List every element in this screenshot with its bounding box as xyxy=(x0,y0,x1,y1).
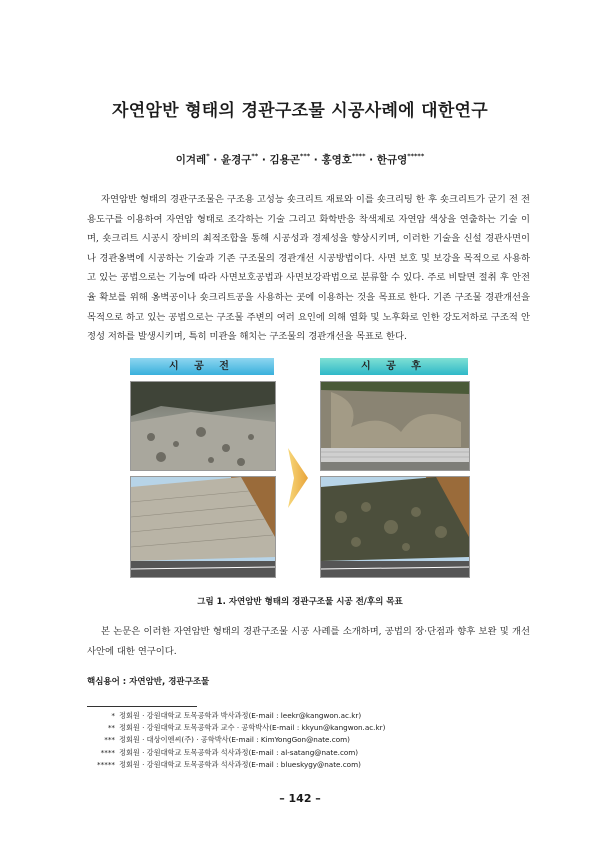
before-photo-slope xyxy=(130,381,276,471)
author: 홍영호**** · xyxy=(321,152,377,166)
author: 이겨레* · xyxy=(175,152,221,166)
abstract xyxy=(87,190,530,347)
author: 한규영***** xyxy=(376,152,425,166)
footnote: ***** 정회원 · 강원대학교 토목공학과 석사과정(E-mail : blueskygy@nate.com) xyxy=(97,759,361,769)
footnotes xyxy=(70,710,385,771)
transition-arrow-icon xyxy=(288,448,308,508)
after-photo-slope xyxy=(320,381,470,471)
page-number: – 142 – xyxy=(279,792,321,805)
keywords: 핵심용어 : 자연암반, 경관구조물 xyxy=(87,677,210,687)
figure-1 xyxy=(130,358,470,580)
before-photo-wall xyxy=(130,476,276,578)
footnote: *** 정회원 · 대상이엔씨(주) · 공학박사(E-mail : KimYongGon@nate.com) xyxy=(104,735,350,745)
author: 윤경구** · xyxy=(220,152,270,166)
body-paragraph: 본 논문은 이러한 자연암반 형태의 경관구조물 시공 사례를 소개하며, 공법의 장·단점과 향후 보완 및 개선 사안에 대한 연구이다. xyxy=(87,626,530,657)
before-construction-label: 시 공 전 xyxy=(130,358,274,375)
footnote: ** 정회원 · 강원대학교 토목공학과 교수 · 공학박사(E-mail : kkyun@kangwon.ac.kr) xyxy=(107,723,386,733)
footnote: **** 정회원 · 강원대학교 토목공학과 석사과정(E-mail : al-satang@nate.com) xyxy=(100,747,359,757)
abstract-paragraph: 자연암반 형태의 경관구조물은 구조용 고성능 숏크리트 재료와 이를 숏크리팅 한 후 숏크리트가 굳기 전 전용도구를 이용하여 자연암 형태로 조각하는 기술 그리고 화학반응 착색제로 자연암 색상을 연출하는 기술 이며, 숏크리트 시공시 장비의 최적조합을 통해 시공성과 경제성을 향상시키며, 이러한 기술을 신설 경관사면이나 경관옹벽에 시공하는 기술과 기존 구조물의 경관개선 시공방법이다. 사면 보호 및 보강을 목적으로 사용하고 있는 공법으로는 기능에 따라 사면보호공법과 사면보강곽법으로 분류할 수 있다. 주로 비탈면 절취 후 안전율 확보를 위해 옹벽공이나 숏크리트공을 사용하는 곳에 이용하는 것을 목표로 한다. 기존 구조물 경관개선을 목적으로 하고 있는 공법으로는 구조물 주변의 여러 요인에 의해 열화 및 노후화로 인한 강도저하로 구조적 안정성 저하를 발생시키며, 특히 미관을 해치는 구조물의 경관개선을 목표로 한다. xyxy=(87,194,530,343)
body-text xyxy=(87,622,530,661)
footnote: * 정회원 · 강원대학교 토목공학과 박사과정(E-mail : leekr@kangwon.ac.kr) xyxy=(111,711,362,720)
figure-caption: 그림 1. 자연암반 형태의 경관구조물 시공 전/후의 목표 xyxy=(197,597,403,607)
after-construction-label: 시 공 후 xyxy=(320,358,468,375)
after-photo-wall xyxy=(320,476,470,578)
author-list xyxy=(0,152,600,167)
author: 김용곤*** · xyxy=(269,152,322,166)
footnote-divider xyxy=(87,706,197,707)
paper-title: 자연암반 형태의 경관구조물 시공사례에 대한연구 xyxy=(111,101,489,121)
